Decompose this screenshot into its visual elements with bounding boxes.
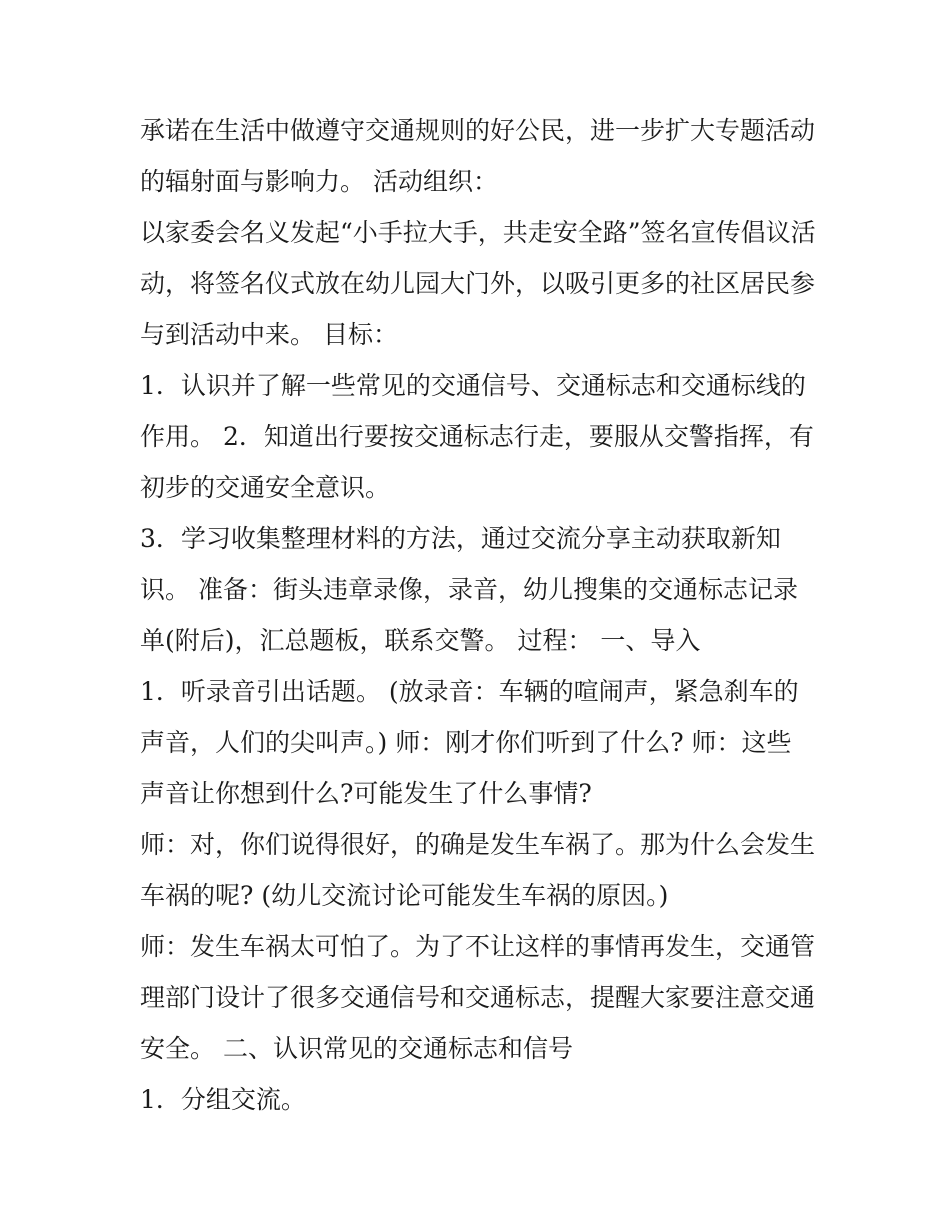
text-line: 与到活动中来。 目标： — [140, 320, 398, 349]
text-line: 动，将签名仪式放在幼儿园大门外，以吸引更多的社区居民参 — [140, 269, 816, 298]
text-line: 理部门设计了很多交通信号和交通标志，提醒大家要注意交通 — [140, 983, 816, 1012]
text-line: 1．认识并了解一些常见的交通信号、交通标志和交通标线的 — [140, 371, 806, 400]
text-line: 车祸的呢? (幼儿交流讨论可能发生车祸的原因。) — [140, 881, 669, 910]
text-line: 单(附后)，汇总题板，联系交警。 过程： 一、导入 — [140, 626, 701, 655]
text-line: 以家委会名义发起“小手拉大手，共走安全路”签名宣传倡议活 — [140, 218, 816, 247]
text-line: 承诺在生活中做遵守交通规则的好公民，进一步扩大专题活动 — [140, 116, 816, 145]
text-line: 识。 准备：街头违章录像，录音，幼儿搜集的交通标志记录 — [140, 575, 798, 604]
text-line: 安全。 二、认识常见的交通标志和信号 — [140, 1034, 573, 1063]
text-line: 3．学习收集整理材料的方法，通过交流分享主动获取新知 — [140, 524, 781, 553]
text-line: 1．分组交流。 — [140, 1085, 306, 1114]
text-line: 初步的交通安全意识。 — [140, 473, 391, 502]
text-line: 师：发生车祸太可怕了。为了不让这样的事情再发生，交通管 — [140, 932, 816, 961]
text-line: 的辐射面与影响力。 活动组织： — [140, 167, 498, 196]
text-line: 声音让你想到什么?可能发生了什么事情? — [140, 779, 592, 808]
document-body — [140, 105, 820, 1125]
text-line: 声音，人们的尖叫声。) 师：刚才你们听到了什么? 师：这些 — [140, 728, 792, 757]
text-line: 师：对，你们说得很好，的确是发生车祸了。那为什么会发生 — [140, 830, 816, 859]
text-line: 1．听录音引出话题。 (放录音：车辆的喧闹声，紧急刹车的 — [140, 677, 799, 706]
text-line: 作用。 2．知道出行要按交通标志行走，要服从交警指挥，有 — [140, 422, 814, 451]
